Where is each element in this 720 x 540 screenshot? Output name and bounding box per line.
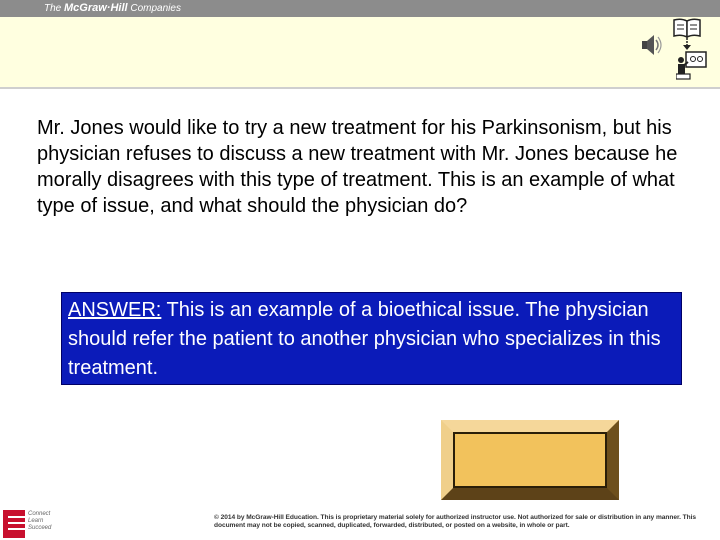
- divider: [0, 87, 720, 89]
- brand-prefix: The: [44, 3, 62, 14]
- brand-name: McGraw·Hill: [64, 2, 128, 14]
- speaker-icon[interactable]: [641, 32, 663, 58]
- tagline: Connect Learn Succeed: [28, 511, 52, 531]
- question-text: Mr. Jones would like to try a new treatment for his Parkinsonism, but his physician refuses to discuss a new treatment with Mr. Jones because he morally disagrees with this type of treatment. This is an example of what type of issue, and what should the physician do?: [37, 117, 678, 217]
- logo-stripe: [8, 522, 26, 524]
- logo-stripe: [8, 528, 26, 530]
- reveal-button-face[interactable]: [453, 432, 607, 488]
- logo-stripe: [8, 516, 26, 518]
- down-arrow-icon: [682, 38, 692, 50]
- brand-logo: [44, 2, 181, 15]
- publisher-logo: [3, 510, 25, 538]
- brand-suffix: Companies: [130, 3, 181, 14]
- presenter-icon[interactable]: [676, 50, 708, 80]
- reveal-button[interactable]: [441, 420, 619, 500]
- copyright-notice: © 2014 by McGraw-Hill Education. This is proprietary material solely for authorized instructor use. Not authorized for sale or distribution in any manner. This document may not be copied, scanned, duplicated, forwarded, distributed, or posted on a website, in whole or part.: [214, 514, 697, 530]
- answer-text: This is an example of a bioethical issue. The physician should refer the patient to another physician who specializes in this treatment.: [68, 299, 661, 379]
- answer-box: [61, 292, 682, 385]
- header-band: [0, 0, 720, 17]
- top-panel: [0, 17, 720, 87]
- answer-label: ANSWER:: [68, 299, 162, 321]
- open-book-icon[interactable]: [672, 17, 702, 39]
